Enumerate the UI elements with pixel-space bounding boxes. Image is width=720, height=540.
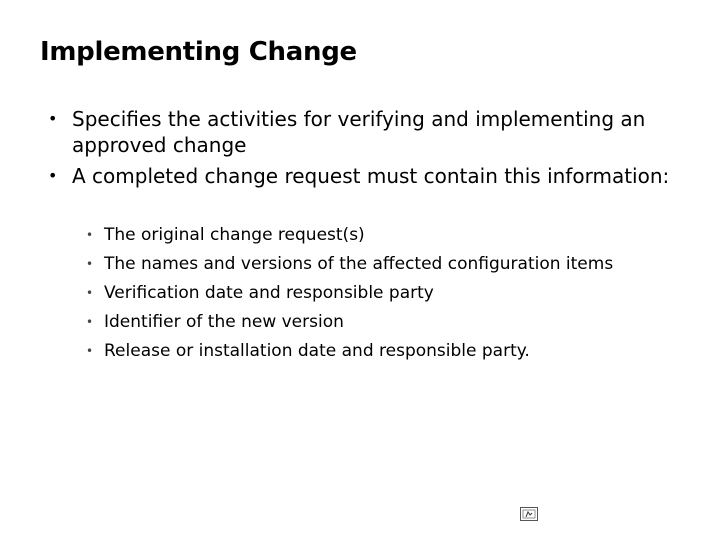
document-icon[interactable] xyxy=(520,507,538,521)
sub-bullet-list xyxy=(86,225,696,370)
sub-bullet-item: • The names and versions of the affected configuration items xyxy=(86,254,696,274)
sub-bullet-item: • Release or installation date and responsible party. xyxy=(86,341,696,361)
slide-title: Implementing Change xyxy=(40,37,357,67)
main-bullet-list xyxy=(48,106,688,194)
sub-bullet-item: • Identifier of the new version xyxy=(86,312,696,332)
sub-bullet-item: • The original change request(s) xyxy=(86,225,696,245)
sub-bullet-item: • Verification date and responsible party xyxy=(86,283,696,303)
bullet-item: • Specifies the activities for verifying and implementing an approved change xyxy=(48,106,688,158)
bullet-item: • A completed change request must contain this information: xyxy=(48,163,688,189)
